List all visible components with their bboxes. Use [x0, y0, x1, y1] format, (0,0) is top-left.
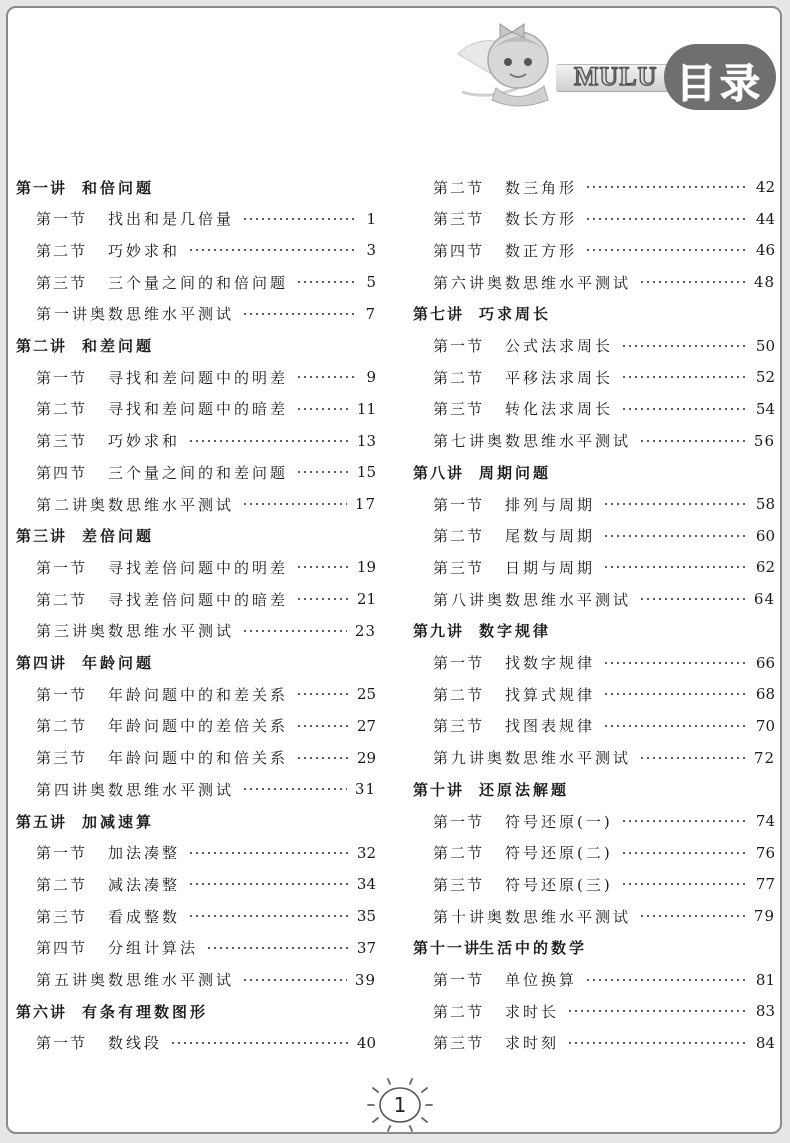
toc-test-entry: [413, 430, 775, 452]
toc-entry-title: 生活中的数学: [479, 939, 588, 958]
toc-page-number: 84: [755, 1033, 775, 1052]
toc-section-entry: [16, 683, 376, 705]
dot-leader: [296, 372, 354, 382]
toc-entry-title: 第六讲奥数思维水平测试: [433, 273, 632, 292]
toc-entry-title: 三个量之间的和差问题: [108, 463, 289, 482]
toc-entry-title: 巧妙求和: [108, 241, 181, 260]
toc-entry-title: 找数字规律: [505, 654, 596, 672]
toc-entry-number: 第三节: [36, 432, 88, 451]
dot-leader: [603, 531, 748, 541]
toc-section-entry: [413, 335, 775, 357]
toc-section-entry: [16, 271, 376, 293]
dot-leader: [621, 341, 748, 351]
toc-page-number: 46: [755, 241, 775, 260]
page-title: 目录: [676, 61, 764, 107]
toc-page-number: 68: [755, 685, 775, 704]
toc-page-number: 21: [356, 590, 376, 609]
toc-entry-title: 找算式规律: [505, 685, 596, 704]
toc-section-entry: [16, 1032, 376, 1054]
toc-section-entry: [16, 842, 376, 864]
toc-entry-title: 平移法求周长: [505, 368, 614, 387]
toc-section-entry: [16, 398, 376, 420]
toc-entry-title: 看成整数: [108, 907, 181, 926]
dot-leader: [296, 594, 349, 604]
toc-page-number: 58: [755, 495, 775, 513]
dot-leader: [603, 562, 748, 572]
toc-page-number: 44: [755, 209, 775, 228]
toc-entry-number: 第五讲: [16, 812, 68, 831]
toc-page-number: 64: [753, 590, 775, 609]
toc-entry-number: 第一节: [433, 654, 485, 672]
toc-entry-number: 第一节: [433, 971, 485, 989]
toc-entry-number: 第一节: [433, 337, 485, 355]
toc-page-number: 15: [356, 463, 376, 482]
dot-leader: [585, 182, 748, 192]
toc-entry-title: 第五讲奥数思维水平测试: [36, 971, 235, 989]
toc-entry-title: 转化法求周长: [505, 400, 614, 419]
toc-entry-title: 有条有理数图形: [82, 1002, 209, 1021]
dot-leader: [188, 245, 354, 255]
dot-leader: [603, 689, 748, 699]
toc-page-number: 3: [366, 241, 376, 260]
toc-section-entry: [413, 873, 775, 895]
toc-section-entry: [413, 683, 775, 705]
toc-entry-number: 第三节: [433, 210, 485, 229]
toc-entry-title: 巧求周长: [479, 305, 552, 324]
dot-leader: [567, 1006, 748, 1016]
toc-entry-title: 数字规律: [479, 622, 552, 641]
toc-entry-number: 第二节: [36, 590, 88, 609]
toc-page-number: 34: [356, 875, 376, 894]
dot-leader: [639, 436, 746, 446]
toc-entry-title: 分组计算法: [108, 939, 199, 958]
toc-entry-number: 第三节: [433, 717, 485, 736]
dot-leader: [170, 1038, 349, 1048]
toc-entry-title: 日期与周期: [505, 558, 596, 577]
toc-page-number: 35: [356, 907, 376, 926]
dot-leader: [242, 626, 347, 636]
toc-entry-number: 第三节: [433, 1034, 485, 1053]
toc-lecture-heading: [413, 461, 775, 483]
toc-test-entry: [413, 747, 775, 769]
toc-section-entry: [413, 208, 775, 230]
toc-entry-number: 第四节: [36, 939, 88, 958]
toc-entry-title: 公式法求周长: [505, 337, 614, 355]
dot-leader: [603, 721, 748, 731]
toc-entry-title: 求时长: [505, 1002, 560, 1021]
toc-entry-number: 第四讲: [16, 654, 68, 672]
toc-entry-number: 第二节: [433, 844, 485, 863]
dot-leader: [296, 689, 349, 699]
toc-page-number: 72: [753, 748, 775, 767]
toc-section-entry: [413, 842, 775, 864]
toc-entry-title: 年龄问题中的和倍关系: [108, 749, 289, 768]
toc-page-number: 17: [354, 495, 376, 513]
dot-leader: [603, 499, 748, 509]
dot-leader: [296, 277, 354, 287]
toc-page-number: 31: [354, 780, 376, 799]
toc-entry-number: 第十一讲: [413, 939, 482, 958]
toc-page-number: 79: [753, 907, 775, 926]
toc-page-number: 74: [755, 812, 775, 830]
toc-lecture-heading: [413, 778, 775, 800]
toc-entry-number: 第一节: [433, 495, 485, 514]
toc-section-entry: [413, 1032, 775, 1054]
toc-lecture-heading: [413, 303, 775, 325]
toc-entry-title: 加减速算: [82, 812, 155, 831]
toc-entry-title: 求时刻: [505, 1034, 560, 1053]
toc-section-entry: [16, 208, 376, 230]
toc-entry-number: 第七讲: [413, 305, 465, 324]
dot-leader: [567, 1038, 748, 1048]
toc-page-number: 19: [356, 558, 376, 577]
toc-entry-number: 第二节: [36, 400, 88, 419]
toc-entry-title: 第一讲奥数思维水平测试: [36, 305, 235, 324]
toc-lecture-heading: [16, 335, 376, 357]
toc-entry-title: 差倍问题: [82, 527, 155, 546]
toc-entry-number: 第二讲: [16, 337, 68, 355]
toc-entry-title: 找图表规律: [505, 717, 596, 736]
toc-entry-number: 第一节: [36, 368, 88, 387]
dot-leader: [242, 309, 354, 319]
toc-page-number: 60: [755, 526, 775, 545]
toc-section-entry: [413, 525, 775, 547]
toc-test-entry: [413, 588, 775, 610]
toc-page-number: 7: [365, 304, 376, 323]
toc-page-number: 48: [753, 273, 775, 292]
dot-leader: [603, 658, 748, 668]
toc-section-entry: [16, 873, 376, 895]
toc-page-number: 39: [354, 970, 376, 989]
toc-page-number: 56: [753, 431, 775, 450]
toc-entry-title: 第八讲奥数思维水平测试: [433, 590, 632, 609]
toc-lecture-heading: [413, 620, 775, 642]
toc-section-entry: [413, 1000, 775, 1022]
toc-page-number: 37: [356, 938, 376, 957]
toc-lecture-heading: [16, 810, 376, 832]
toc-page-number: 11: [356, 399, 376, 418]
toc-entry-number: 第四节: [36, 463, 88, 482]
toc-entry-number: 第二节: [36, 875, 88, 894]
toc-entry-number: 第一节: [36, 844, 88, 863]
toc-entry-number: 第三讲: [16, 527, 68, 546]
toc-section-entry: [16, 366, 376, 388]
toc-entry-title: 第九讲奥数思维水平测试: [433, 749, 632, 768]
dot-leader: [242, 975, 347, 985]
toc-lecture-heading: [16, 525, 376, 547]
dot-leader: [188, 879, 349, 889]
toc-page-number: 76: [755, 843, 775, 862]
toc-page-number: 54: [755, 399, 775, 418]
toc-entry-number: 第十讲: [413, 780, 465, 799]
toc-test-entry: [413, 271, 775, 293]
toc-entry-number: 第三节: [433, 875, 485, 894]
toc-lecture-heading: [16, 1000, 376, 1022]
toc-entry-number: 第三节: [433, 558, 485, 577]
toc-page-number: 13: [356, 431, 376, 450]
toc-page-number: 25: [356, 685, 376, 704]
toc-section-entry: [16, 556, 376, 578]
dot-leader: [242, 499, 347, 509]
toc-section-entry: [413, 969, 775, 991]
toc-entry-number: 第二节: [433, 368, 485, 387]
dot-leader: [639, 594, 746, 604]
toc-test-entry: [16, 493, 376, 515]
dot-leader: [242, 214, 354, 224]
toc-entry-number: 第四节: [433, 241, 485, 260]
toc-entry-number: 第二节: [36, 717, 88, 736]
toc-test-entry: [16, 620, 376, 642]
toc-entry-title: 周期问题: [479, 463, 552, 482]
toc-entry-title: 年龄问题中的差倍关系: [108, 717, 289, 736]
dot-leader: [296, 721, 349, 731]
toc-entry-number: 第三节: [36, 273, 88, 292]
toc-section-entry: [16, 715, 376, 737]
toc-entry-title: 和差问题: [82, 337, 155, 355]
toc-entry-number: 第一讲: [16, 178, 68, 197]
toc-page-number: 5: [366, 273, 376, 292]
dot-leader: [621, 848, 748, 858]
dot-leader: [621, 879, 748, 889]
dot-leader: [296, 753, 349, 763]
toc-test-entry: [16, 969, 376, 991]
toc-section-entry: [413, 556, 775, 578]
dot-leader: [585, 975, 748, 985]
toc-page-number: 23: [354, 621, 376, 640]
toc-section-entry: [413, 398, 775, 420]
toc-page-number: 83: [755, 1002, 775, 1021]
toc-entry-title: 符号还原(三): [505, 875, 613, 894]
toc-entry-number: 第二节: [433, 178, 485, 197]
toc-page-number: 29: [356, 748, 376, 767]
toc-page-number: 77: [755, 875, 775, 894]
toc-entry-title: 第七讲奥数思维水平测试: [433, 432, 632, 451]
toc-lecture-heading: [413, 937, 775, 959]
toc-entry-title: 年龄问题中的和差关系: [108, 685, 289, 704]
toc-entry-number: 第三节: [36, 907, 88, 926]
toc-entry-number: 第二节: [36, 241, 88, 260]
toc-entry-title: 加法凑整: [108, 844, 181, 863]
page-number: 1: [393, 1093, 407, 1117]
toc-section-entry: [16, 239, 376, 261]
toc-entry-number: 第一节: [36, 685, 88, 704]
dot-leader: [585, 214, 748, 224]
toc-page-number: 70: [755, 716, 775, 735]
toc-entry-title: 第三讲奥数思维水平测试: [36, 622, 235, 641]
toc-section-entry: [16, 937, 376, 959]
toc-page-number: 50: [755, 336, 775, 355]
toc-page-number: 9: [366, 368, 376, 387]
toc-entry-number: 第三节: [36, 749, 88, 768]
dot-leader: [206, 943, 349, 953]
dot-leader: [621, 372, 748, 382]
toc-entry-number: 第二节: [433, 527, 485, 546]
toc-section-entry: [16, 461, 376, 483]
toc-entry-title: 数三角形: [505, 178, 578, 197]
toc-section-entry: [413, 652, 775, 674]
dot-leader: [585, 245, 748, 255]
dot-leader: [296, 404, 349, 414]
toc-page-number: 52: [755, 368, 775, 387]
dot-leader: [188, 911, 349, 921]
toc-entry-title: 还原法解题: [479, 780, 570, 799]
dot-leader: [188, 848, 349, 858]
toc-entry-number: 第二节: [433, 1002, 485, 1021]
toc-page-number: 62: [755, 558, 775, 577]
dot-leader: [639, 911, 746, 921]
toc-entry-title: 数正方形: [505, 241, 578, 260]
toc-section-entry: [413, 176, 775, 198]
toc-entry-title: 排列与周期: [505, 495, 596, 514]
toc-entry-title: 符号还原(二): [505, 844, 613, 863]
toc-entry-title: 寻找差倍问题中的暗差: [108, 590, 289, 609]
dot-leader: [639, 753, 746, 763]
toc-entry-number: 第九讲: [413, 622, 465, 641]
toc-section-entry: [16, 430, 376, 452]
dot-leader: [242, 784, 347, 794]
toc-entry-number: 第一节: [36, 210, 88, 229]
toc-entry-title: 数长方形: [505, 210, 578, 229]
toc-entry-title: 巧妙求和: [108, 432, 181, 451]
toc-entry-number: 第八讲: [413, 463, 465, 482]
toc-section-entry: [16, 747, 376, 769]
toc-page-number: 42: [755, 178, 775, 196]
toc-section-entry: [413, 366, 775, 388]
toc-page-number: 66: [755, 653, 775, 672]
toc-entry-title: 第十讲奥数思维水平测试: [433, 907, 632, 926]
toc-entry-number: 第一节: [36, 1034, 88, 1053]
toc-page-number: 27: [356, 716, 376, 735]
toc-entry-title: 单位换算: [505, 971, 578, 989]
header-mulu-latin: MULU: [574, 62, 658, 91]
toc-entry-title: 减法凑整: [108, 875, 181, 894]
toc-entry-title: 尾数与周期: [505, 527, 596, 546]
toc-section-entry: [413, 715, 775, 737]
toc-section-entry: [413, 239, 775, 261]
toc-entry-title: 第二讲奥数思维水平测试: [36, 495, 235, 514]
toc-entry-title: 年龄问题: [82, 654, 155, 672]
toc-lecture-heading: [16, 652, 376, 674]
toc-entry-title: 寻找和差问题中的明差: [108, 368, 289, 387]
toc-page-number: 32: [356, 843, 376, 862]
dot-leader: [639, 277, 746, 287]
toc-page-number: 1: [366, 209, 376, 228]
dot-leader: [296, 467, 349, 477]
toc-page: [6, 6, 782, 1134]
toc-entry-title: 寻找差倍问题中的明差: [108, 558, 289, 577]
toc-entry-title: 寻找和差问题中的暗差: [108, 400, 289, 419]
toc-entry-number: 第二节: [433, 685, 485, 704]
dot-leader: [188, 436, 349, 446]
toc-entry-title: 第四讲奥数思维水平测试: [36, 780, 235, 799]
toc-section-entry: [16, 905, 376, 927]
toc-entry-number: 第一节: [433, 812, 485, 831]
toc-section-entry: [413, 493, 775, 515]
dot-leader: [621, 404, 748, 414]
toc-entry-title: 和倍问题: [82, 178, 155, 197]
toc-entry-title: 符号还原(一): [505, 812, 613, 831]
toc-section-entry: [16, 588, 376, 610]
toc-lecture-heading: [16, 176, 376, 198]
toc-page-number: 40: [356, 1033, 376, 1052]
toc-entry-title: 数线段: [108, 1034, 163, 1053]
toc-entry-title: 三个量之间的和倍问题: [108, 273, 289, 292]
toc-entry-title: 找出和是几倍量: [108, 210, 235, 229]
toc-entry-number: 第六讲: [16, 1002, 68, 1021]
toc-section-entry: [413, 810, 775, 832]
dot-leader: [621, 816, 748, 826]
toc-entry-number: 第三节: [433, 400, 485, 419]
toc-test-entry: [16, 303, 376, 325]
toc-entry-number: 第一节: [36, 558, 88, 577]
toc-page-number: 81: [755, 970, 775, 989]
toc-test-entry: [16, 778, 376, 800]
toc-test-entry: [413, 905, 775, 927]
dot-leader: [296, 562, 349, 572]
